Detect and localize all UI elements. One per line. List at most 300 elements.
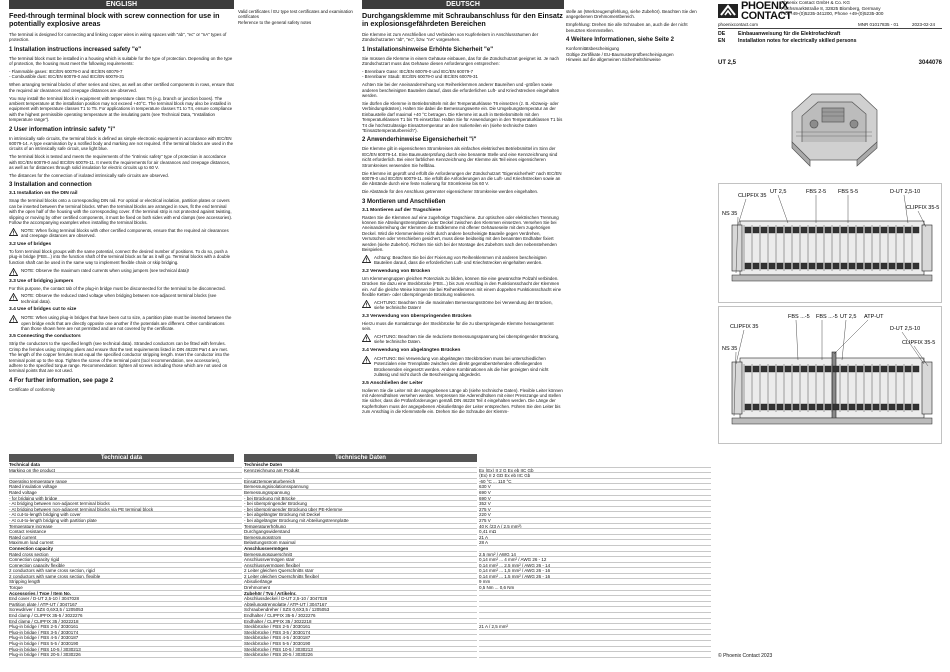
tech-en-row: End clamp / CLIPFIX 35 / 3022218: [9, 619, 242, 625]
terminal-screw-bottom: [817, 263, 823, 269]
terminal-screw-top: [785, 366, 791, 372]
terminal-screw-bottom: [745, 263, 751, 269]
tech-value-row: -60 °C ... 110 °C: [479, 479, 711, 485]
german-column: [362, 0, 564, 417]
technical-data-header-de: Technische Daten: [244, 454, 477, 462]
tech-en-row: - At cut-to-length bridging with cover: [9, 512, 242, 518]
achtung-3-1: [362, 255, 564, 266]
warning-icon: [362, 356, 371, 364]
tech-value-row: 40 K (23 A / 2,5 mm²): [479, 524, 711, 530]
logo-text: PHOENIX CONTACT: [741, 0, 792, 22]
terminal-screw-bottom: [761, 263, 767, 269]
terminal-screw-bottom: [881, 263, 887, 269]
english-certificates-text: Valid certificates / EU type test certificates and examination certificates: [238, 9, 353, 20]
tech-value-row: 2,5 mm² / AWG 14: [479, 552, 711, 558]
tech-en-row: Plug-in bridge / FBS 3-5 / 3030174: [9, 630, 242, 636]
de-code: DE: [718, 31, 726, 37]
tech-de-row: Drehmoment: [244, 585, 477, 591]
section-3-3-heading: 3.3 Use of bridging jumpers: [9, 278, 74, 284]
tech-value-row: 630 V: [479, 484, 711, 490]
de-title-row: [718, 31, 840, 37]
terminal-screw-bottom: [785, 263, 791, 269]
terminal-screw-top: [889, 227, 895, 233]
label-ut-2-5: UT 2,5: [840, 314, 857, 320]
section-2-text-1: In intrinsically safe circuits, the terminal block is defined as simple electronic equipment in accordance with IEC/EN 60079-14. A type examination by a notified body and marking are not required. If the terminal blocks are used in the circuits of an intrinsically safe circuit, use light blue.: [9, 135, 234, 152]
technical-data-en-column: [9, 462, 242, 658]
tech-de-row: Abisolierlänge: [244, 579, 477, 585]
note-3-3: [9, 293, 234, 304]
german-title: Durchgangsklemme mit Schraubanschluss für den Einsatz in explosionsgefährdeten Bereichen: [362, 11, 563, 29]
right-panel: [718, 0, 942, 352]
abschnitt-1-temperatur: Sie dürfen die Klemme in Betriebsmitteln mit der Temperaturklasse T6 einsetzen (z. B. Abzweig- oder Verbindungskästen). Halten Sie dabei die Bemessungswerte ein. Die Umgebungstemperatur an der Einbaustelle darf maximal +40 °C betragen. Die Klemme ist auch in Betriebsmitteln mit den Temperaturklassen T1 bis T5 einsetzbar. Halten Sie für Anwendungen in den Temperaturklassen T1 bis T4 die höchstzulässige Einsatztemperatur an den Isolierteilen ein (siehe technische Daten "Einsatztemperaturbereich").: [362, 100, 563, 133]
terminal-screw-top: [825, 227, 831, 233]
terminal-screw-top: [857, 227, 863, 233]
tech-value-row: 9 mm: [479, 579, 711, 585]
warning-icon: [9, 293, 18, 301]
tech-value-row: ⟨Ex⟩ II 2 GD Ex eb IIC Gb: [479, 473, 711, 479]
section-3-1-heading: 3.1 Installation on the DIN rail: [9, 191, 78, 197]
abschnitt-3-2-text: Um Klemmengruppen gleichen Potenzials zu bilden, können Sie eine gewünschte Polzahl verbinden. Drücken Sie dazu eine Steckbrücke (FBS...) bis zum Anschlag in den Funktionsschacht der Klemmen ein. Auf die gleiche Weise können Sie bei Reihenklemmen mit einem doppelten Funktionsschacht eine flexible Ketten- oder überspringende Brückung realisieren.: [362, 275, 562, 298]
section-2-text-2: The terminal block is tested and meets the requirements of the "intrinsic safety" type of protection in accordance with IEC/EN 60079-0 and IEC/EN 60079-11. It meets the requirements for air clearances and creepage distances, as well as for distances through solid insulation for electric circuits up to 60 V.: [9, 154, 231, 171]
german-conformity-text: Konformitätsbescheinigung: [566, 46, 619, 52]
tech-en-row: Marking on the product: [9, 468, 242, 474]
tech-de-row: Schraubendreher / SZS 0,6X3,5 / 1205053: [244, 607, 477, 613]
tech-en-row: Temperature increase: [9, 524, 242, 530]
abschnitt-1-reihung: Achten Sie bei der Aneinanderreihung von Reihenklemmen anderer Baureihen und -größen sowie anderen bescheinigten Bauteilen darauf, dass die erforderlichen Luft- und Kriechstrecken eingehalten werden.: [362, 82, 560, 99]
english-column: [9, 0, 234, 395]
section-3-1-text: Snap the terminal blocks onto a corresponding DIN rail. For optical or electrical isolation, partition plates or covers can be inserted between the terminal blocks. When the terminal blocks are arranged in rows, fit the end terminal with the open half of the housing with the corresponding cover. If the terminal strip is not protected against twisting, slipping or moving by other certified components, it must be fixed on both sides with end clamps (see accessories). Follow the accompanying examples when installing the terminal blocks.: [9, 198, 233, 226]
terminal-screw-bottom: [825, 404, 831, 410]
abschnitt-3-1-text: Rasten Sie die Klemmen auf eine zugehörige Tragschiene. Zur optischen oder elektrischen Trennung können Sie Abteilungstrennplatten oder Deckel zwischen den Klemmen einsetzen. Versehen Sie bei Aneinanderreihung der Klemmen die Endklemme mit offener Gehäuseseite mit dem zugehörigen Deckel. Wird die Klemmenleiste nicht durch andere bescheinigte Bauteile gegen Verdrehen, Verrutschen oder Verschieben gesichert, muss diese beidseitig mit den benannten Endhalter fixiert werden (siehe Zubehör). Richten Sie sich bei der Montage des Zubehörs nach den nebenstehenden Beispielen.: [362, 214, 559, 253]
website: phoenixcontact.com: [718, 22, 759, 27]
label-atp-ut: ATP-UT: [864, 314, 884, 320]
section-3-3-text: For this purpose, the contact tab of the plug-in bridge must be disconnected for the terminal to be disconnected.: [9, 285, 226, 291]
note-3-4-text: NOTE: When using plug-in bridges that have been cut to size, a partition plate must be inserted between the open bridge ends that are directly opposite one another if the potentials are different. Other combinations than those shown here are not permitted and are not covered by the certificate.: [21, 315, 232, 332]
technical-data-header-en: Technical data: [9, 454, 234, 462]
tech-en-row: End cover / D-UT 2,5-10 / 3047028: [9, 596, 242, 602]
mounting-diagram-1: [718, 183, 942, 303]
language-header-german: DEUTSCH: [362, 0, 564, 9]
tech-en-row: Rated current: [9, 535, 242, 541]
abschnitt-2-text-3: Die Abstände für den Anschluss getrennter eigensicherer Stromkreise werden eingehalten.: [362, 189, 539, 195]
terminal-screw-bottom: [865, 404, 871, 410]
tech-de-row: Abteilungstrennplatte / ATP-UT / 3047167: [244, 602, 477, 608]
section-3-4-heading: 3.4 Use of bridges cut to size: [9, 307, 77, 313]
tech-de-row: Bemessungsquerschnitt: [244, 552, 477, 558]
logo-mark-icon: [718, 4, 738, 18]
terminal-screw-bottom: [785, 404, 791, 410]
tech-en-row: Rated cross section: [9, 552, 242, 558]
abschnitt-1-text: Sie müssen die Klemme in einem Gehäuse einbauen, das für die Zündschutzart geeignet ist. Je nach Zündschutzart muss das Gehäuse diesen Anforderungen entsprechen:: [362, 55, 559, 67]
terminal-screw-top: [753, 366, 759, 372]
tech-value-row: 0,14 mm² ... 1,5 mm² / AWG 26 - 16: [479, 568, 711, 574]
german-torque-text: stelle an (Werkzeugempfehlung, siehe Zubehör). Beachten Sie den angegebenen Drehmomentbereich.: [566, 9, 697, 20]
doc-number: MNR 01017835 - 01: [858, 22, 899, 27]
tech-en-row: Stripping length: [9, 579, 242, 585]
terminal-screw-top: [873, 227, 879, 233]
tech-de-row: - bei überspringender Brückung über PE-Klemme: [244, 507, 477, 513]
tech-en-row: End clamp / CLIPFIX 35-5 / 3022276: [9, 613, 242, 619]
terminal-screw-top: [857, 366, 863, 372]
tech-value-row: 28 A: [479, 540, 711, 546]
german-certificates-text: Gültige Zertifikate / EU-Baumusterprüfbescheinigungen: [566, 51, 674, 57]
terminal-screw-bottom: [833, 263, 839, 269]
label-clipfix-35: CLIPFIX 35: [730, 324, 759, 330]
achtung-3-2-text: ACHTUNG: Beachten Sie die maximalen Bemessungsströme bei Verwendung der Brücken, siehe technische Daten!: [374, 299, 553, 311]
english-safety-notes-text: Reference to the general safety notes: [238, 19, 312, 25]
terminal-screw-top: [769, 366, 775, 372]
warning-icon: [9, 315, 18, 323]
section-3-heading: 3 Installation and connection: [9, 182, 92, 189]
tech-de-row: Endhalter / CLIPFIX 35-5 / 3022276: [244, 613, 477, 619]
section-3-2-text: To form terminal block groups with the same potential, connect the desired number of positions. To do so, push a plug-in bridge (FBS...) into the function shaft of the terminal block as far as it will go. Terminal blocks with a double function shaft can be used in the same way to implement flexible chain or skip bridging.: [9, 248, 231, 265]
terminal-screw-top: [897, 227, 903, 233]
tech-en-row: Plug-in bridge / FBS 4-5 / 3030187: [9, 635, 242, 641]
terminal-screw-bottom: [865, 263, 871, 269]
section-1-gases: - Flammable gases: IEC/EN 60079-0 and IEC/EN 60079-7: [9, 68, 123, 74]
abschnitt-4-heading: 4 Weitere Informationen, siehe Seite 2: [566, 37, 674, 44]
terminal-screw-top: [745, 366, 751, 372]
technical-data-de-column: [244, 462, 477, 658]
terminal-screw-top: [809, 366, 815, 372]
label-fbs-2-5: FBS 2-5: [806, 189, 827, 195]
terminal-screw-bottom: [913, 404, 919, 410]
section-1-arrangement: When arranging terminal blocks of other series and sizes, as well as other certified components in rows, ensure that the required air clearances and creepage distances are observed.: [9, 82, 234, 93]
terminal-screw-top: [865, 366, 871, 372]
section-1-text: The terminal block must be installed in a housing which is suitable for the type of protection. Depending on the type of protection, the housing must meet the following requirements:: [9, 55, 233, 67]
tech-en-row: Rated voltage: [9, 490, 242, 496]
terminal-screw-top: [793, 366, 799, 372]
tech-de-row: 2 Leiter gleichen Querschnitts flexibel: [244, 574, 477, 580]
tech-de-row: Steckbrücke / FBS 5-5 / 3030190: [244, 641, 477, 647]
tech-de-row: Anschlussvermögen starr: [244, 557, 477, 563]
terminal-screw-top: [825, 366, 831, 372]
tech-de-row: - bei Brückung mit Brücke: [244, 496, 477, 502]
terminal-screw-bottom: [857, 404, 863, 410]
german-column-2: [566, 9, 706, 65]
tech-en-row: 2 conductors with same cross section, flexible: [9, 574, 242, 580]
tech-de-row: Bemessungsisolationsspannung: [244, 484, 477, 490]
tech-en-row: Screwdriver / SZS 0,6X3,5 / 1205053: [9, 607, 242, 613]
company-address: [781, 0, 883, 17]
address-line-3: Fax +49-(0)5235-341200, Phone +49-(0)5235-300: [781, 11, 884, 17]
section-1-temperature: You may install the terminal block in equipment with temperature class T6 (e.g. branch or junction boxes). The ambient temperature at the installation position may not exceed +40°C. The terminal block may also be installed in equipment with temperature classes T1 to T5. For applications in temperature classes T1 to T4, ensure compliance with the highest permissible operating temperature at the insulating parts (see Technical Data, "Installation temperature range").: [9, 95, 233, 123]
tech-de-row: - bei überspringender Brückung: [244, 501, 477, 507]
tech-value-row: 690 V: [479, 496, 711, 502]
tech-de-row: Anschlussvermögen: [244, 546, 477, 552]
tech-value-row: 0,14 mm² ... 4 mm² / AWG 26 - 12: [479, 557, 711, 563]
terminal-screw-top: [849, 227, 855, 233]
terminal-screw-bottom: [889, 263, 895, 269]
label-ut-2-5: UT 2,5: [770, 189, 787, 195]
address-line-2: Flachsmarktstraße 8, 32825 Blomberg, Germany: [781, 5, 881, 11]
achtung-3-1-text: Achtung: Beachten Sie bei der Fixierung von Reihenklemmen mit anderen bescheinigten Bauteilen darauf, dass die erforderlichen Luft- und Kriechstrecken eingehalten werden.: [374, 255, 547, 266]
en-code: EN: [718, 38, 726, 44]
warning-icon: [362, 334, 371, 342]
section-3-5-heading: 3.5 Connecting the conductors: [9, 334, 81, 340]
terminal-screw-bottom: [793, 263, 799, 269]
copyright: © Phoenix Contact 2023: [718, 653, 773, 659]
doc-date: 2023-02-24: [912, 22, 936, 27]
terminal-screw-top: [897, 366, 903, 372]
terminal-screw-bottom: [897, 404, 903, 410]
achtung-3-3: [362, 334, 564, 345]
terminal-screw-top: [865, 227, 871, 233]
section-2-text-3: The distances for the connection of isolated intrinsically safe circuits are observed.: [9, 173, 169, 179]
label-ns-35: NS 35: [722, 346, 738, 352]
terminal-screw-top: [817, 366, 823, 372]
terminal-screw-top: [817, 227, 823, 233]
english-title: Feed-through terminal block with screw connection for use in potentially explosive areas: [9, 11, 220, 29]
terminal-screw-bottom: [849, 404, 855, 410]
note-3-2: [9, 268, 234, 276]
tech-de-row: Anschlussvermögen flexibel: [244, 563, 477, 569]
note-3-4: [9, 315, 234, 331]
achtung-3-4-text: ACHTUNG: Bei Verwendung von abgelängten Steckbrücken muss bei unterschiedlichen Potenzialen eine Trennplatte zwischen den direkt gegenüberstehenden offenliegenden Brückenenden eingesetzt werden. Andere Kombinationen als die hier gezeigten sind nicht zulässig und nicht durch die Bescheinigung abgedeckt.: [374, 355, 549, 378]
terminal-screw-bottom: [857, 263, 863, 269]
terminal-screw-bottom: [745, 404, 751, 410]
terminal-screw-top: [769, 227, 775, 233]
section-2-heading: 2 User information intrinsic safety "i": [9, 126, 116, 133]
section-4-text: Certificate of conformity: [9, 386, 56, 392]
tech-en-row: - At cut-to-length bridging with partition plate: [9, 518, 242, 524]
tech-value-row: 275 V: [479, 518, 711, 524]
note-3-2-text: NOTE: Observe the maximum rated currents when using jumpers (see technical data)!: [21, 267, 190, 273]
abschnitt-1-staub: - Brennbarer Staub: IEC/EN 60079-0 und IEC/EN 60079-31: [362, 74, 478, 80]
terminal-screw-bottom: [769, 263, 775, 269]
terminal-screw-bottom: [889, 404, 895, 410]
warning-icon: [362, 300, 371, 308]
tech-en-row: Contact resistance: [9, 529, 242, 535]
terminal-screw-top: [801, 366, 807, 372]
tech-en-row: Operating temperature range: [9, 479, 242, 485]
tech-en-row: Technical data: [9, 462, 242, 468]
tech-de-row: - bei abgelängter Brückung mit Abteilungstrennplatte: [244, 518, 477, 524]
tech-value-row: 352 V: [479, 501, 711, 507]
tech-de-row: Durchgangswiderstand: [244, 529, 477, 535]
abschnitt-2-text-1: Die Klemme gilt in eigensicheren Stromkreisen als einfaches elektrisches Betriebsmittel im Sinn der IEC/EN 60079-14. Eine Baumusterprüfung durch eine benannte Stelle und eine Kennzeichnung sind nicht erforderlich. Bei einer farblichen Kennzeichnung der Klemme als Teil eines eigensicheren Stromkreises verwenden Sie hellblau.: [362, 146, 558, 168]
tech-en-row: Maximum load current: [9, 540, 242, 546]
note-3-1-text: NOTE: When fixing terminal blocks with other certified components, ensure that the required air clearances and creepage distances are observed.: [21, 227, 229, 239]
product-name: UT 2,5: [718, 60, 737, 66]
terminal-screw-top: [841, 227, 847, 233]
german-intro: Die Klemme ist zum Anschließen und Verbinden von Kupferleitern in Anschlussräumen der Zündschutzarten "ab", "ec", bzw. "nA" vorgesehen.: [362, 31, 539, 43]
achtung-3-3-text: ACHTUNG: Beachten Sie die reduzierte Bemessungsspannung bei überspringender Brückung, siehe technische Daten.: [374, 334, 560, 345]
tech-value-row: 0,14 mm² ... 2,5 mm² / AWG 26 - 14: [479, 563, 711, 569]
label-clipfix-35-5: CLIPFIX 35-5: [906, 205, 940, 211]
technical-data-values-column: [479, 462, 711, 658]
terminal-screw-bottom: [753, 263, 759, 269]
tech-de-row: Bemessungsspannung: [244, 490, 477, 496]
tech-value-row: 220 V: [479, 512, 711, 518]
abschnitt-3-4-heading: 3.4 Verwendung von abgelängten Brücken: [362, 347, 461, 353]
terminal-screw-bottom: [873, 404, 879, 410]
tech-de-row: Steckbrücke / FBS 4-5 / 3030187: [244, 635, 477, 641]
terminal-screw-top: [777, 366, 783, 372]
german-safety-notes-text: Hinweis auf die allgemeinen Sicherheitshinweise: [566, 56, 661, 62]
tech-de-row: 2 Leiter gleichen Querschnitts starr: [244, 568, 477, 574]
language-header-english: ENGLISH: [9, 0, 234, 9]
abschnitt-1-heading: 1 Installationshinweise Erhöhte Sicherheit "e": [362, 46, 494, 53]
terminal-screw-bottom: [905, 263, 911, 269]
achtung-3-4: [362, 356, 564, 378]
terminal-screw-top: [777, 227, 783, 233]
terminal-screw-bottom: [761, 404, 767, 410]
warning-icon: [9, 268, 18, 276]
terminal-screw-top: [745, 227, 751, 233]
label-fbs-5-left: FBS ...-5: [788, 314, 810, 320]
tech-de-row: Steckbrücke / FBS 2-5 / 3030161: [244, 624, 477, 630]
note-3-3-text: NOTE: Observe the reduced rated voltage when bridging between non-adjacent terminal blocks (see technical data).: [21, 293, 217, 304]
tech-en-row: Connection capacity rigid: [9, 557, 242, 563]
terminal-screw-top: [889, 366, 895, 372]
label-fbs-5-right: FBS ...-5: [816, 314, 838, 320]
warning-icon: [9, 228, 18, 236]
terminal-screw-bottom: [841, 263, 847, 269]
tech-de-row: Endhalter / CLIPFIX 35 / 3022218: [244, 619, 477, 625]
tech-en-row: Torque: [9, 585, 242, 591]
section-3-2-heading: 3.2 Use of bridges: [9, 241, 52, 247]
tech-de-row: Steckbrücke / FBS 3-5 / 3030174: [244, 630, 477, 636]
tech-en-row: 2 conductors with same cross section, rigid: [9, 568, 242, 574]
en-title-row: [718, 38, 857, 44]
terminal-screw-bottom: [777, 263, 783, 269]
terminal-screw-top: [801, 227, 807, 233]
terminal-screw-bottom: [777, 404, 783, 410]
terminal-screw-top: [753, 227, 759, 233]
abschnitt-3-3-text: Hierzu muss die Kontaktzunge der Steckbrücke für die zu überspringende Klemme herausgetrennt sein.: [362, 320, 554, 332]
terminal-screw-top: [905, 227, 911, 233]
terminal-screw-top: [841, 366, 847, 372]
tech-de-row: Steckbrücke / FBS 20-5 / 3030226: [244, 652, 477, 658]
terminal-block-product-image: [782, 72, 886, 170]
tech-de-row: Abschlussdeckel / D-UT 2,5-10 / 3047028: [244, 596, 477, 602]
abschnitt-2-heading: 2 Anwenderhinweise Eigensicherheit "i": [362, 137, 477, 144]
terminal-screw-top: [849, 366, 855, 372]
terminal-screw-bottom: [825, 263, 831, 269]
section-3-5-text: Strip the conductors to the specified length (see technical data). Stranded conductors can be fitted with ferrules. Crimp the ferrules using crimping pliers and ensure that the test requirements listed in DIN 46228 Part 4 are met. The length of the copper ferrules must equal the specified conductor stripping length. Insert the conductor into the terminal point up to the stop. Tighten the screw of the terminal point (tool recommendation, see accessories), adhere to the specified torque range. Recommendation: tighten all screws including those which are not used on terminal points that are not used.: [9, 341, 230, 374]
abschnitt-3-5-heading: 3.5 Anschließen der Leiter: [362, 380, 423, 386]
tech-de-row: Einsatztemperaturbereich: [244, 479, 477, 485]
divider: [718, 28, 942, 29]
terminal-screw-bottom: [841, 404, 847, 410]
tech-en-row: Partition plate / ATP-UT / 3047167: [9, 602, 242, 608]
terminal-screw-top: [905, 366, 911, 372]
terminal-screw-top: [809, 227, 815, 233]
tech-en-row: - At bridging between non-adjacent terminal blocks via PE terminal block: [9, 507, 242, 513]
en-title: Installation notes for electrically skilled persons: [738, 38, 857, 44]
terminal-screw-top: [913, 227, 919, 233]
terminal-screw-bottom: [897, 263, 903, 269]
tech-de-row: Technische Daten: [244, 462, 477, 468]
tech-de-row: Zubehör / Typ / Artikelnr.: [244, 591, 477, 597]
tech-de-row: Bemessungsstrom: [244, 535, 477, 541]
abschnitt-1-gase: - Brennbare Gase: IEC/EN 60079-0 und IEC/EN 60079-7: [362, 68, 474, 74]
terminal-screw-bottom: [801, 263, 807, 269]
tech-value-row: 21 A: [479, 535, 711, 541]
terminal-screw-bottom: [753, 404, 759, 410]
abschnitt-3-3-heading: 3.3 Verwendung von überspringenden Brücken: [362, 313, 472, 319]
terminal-screw-bottom: [809, 263, 815, 269]
german-recommendation-text: Empfehlung: Drehen Sie alle Schrauben an, auch die der nicht benutzten Klemmstellen.: [566, 22, 688, 33]
tech-de-row: Temperaturerhöhung: [244, 524, 477, 530]
tech-en-row: - At bridging between non-adjacent terminal blocks: [9, 501, 242, 507]
tech-en-row: Connection capacity: [9, 546, 242, 552]
terminal-screw-top: [873, 366, 879, 372]
terminal-screw-bottom: [809, 404, 815, 410]
label-d-ut-2-5-10: D-UT 2,5-10: [890, 326, 921, 332]
label-clipfix-35-5: CLIPFIX 35-5: [902, 340, 936, 346]
terminal-screw-bottom: [881, 404, 887, 410]
english-column-2: [238, 9, 356, 28]
tech-en-row: Rated insulation voltage: [9, 484, 242, 490]
tech-value-row: 21 A / 2,5 mm²: [479, 624, 711, 630]
terminal-screw-bottom: [801, 404, 807, 410]
tech-en-row: Connection capacity flexible: [9, 563, 242, 569]
terminal-screw-top: [761, 366, 767, 372]
english-intro: The terminal is designed for connecting and linking copper wires in wiring spaces with "ab", "ec" or "nA" types of protection.: [9, 31, 227, 43]
tech-value-row: [479, 652, 711, 658]
tech-de-row: Steckbrücke / FBS 10-5 / 3030213: [244, 647, 477, 653]
mounting-diagram-2: [718, 306, 942, 444]
tech-value-row: 690 V: [479, 490, 711, 496]
terminal-screw-top: [833, 227, 839, 233]
terminal-screw-top: [793, 227, 799, 233]
note-3-1: [9, 228, 234, 239]
tech-en-row: - for bridging with bridge: [9, 496, 242, 502]
label-d-ut-2-5-10: D-UT 2,5-10: [890, 189, 921, 195]
tech-de-row: Kennzeichnung am Produkt: [244, 468, 477, 474]
terminal-screw-bottom: [905, 404, 911, 410]
terminal-screw-bottom: [873, 263, 879, 269]
terminal-screw-top: [833, 366, 839, 372]
abschnitt-3-2-heading: 3.2 Verwendung von Brücken: [362, 268, 431, 274]
section-1-heading: 1 Installation instructions increased safety "e": [9, 46, 142, 53]
achtung-3-2: [362, 300, 564, 311]
tech-de-row: - bei abgelängter Brückung mit Deckel: [244, 512, 477, 518]
tech-value-row: 0,41 mΩ: [479, 529, 711, 535]
section-1-dust: - Combustible dust: IEC/EN 60079-0 and IEC/EN 60079-31: [9, 74, 125, 80]
terminal-screw-bottom: [833, 404, 839, 410]
abschnitt-3-5-text: Isolieren Sie die Leiter mit der angegebenen Länge ab (siehe technische Daten). Flexible Leiter können mit Aderendhülsen versehen werden. Verpressen Sie Aderendhülsen mit einer Presszange und stellen Sie sicher, dass die Prüfanforderungen gemäß DIN 46228 Teil 4 eingehalten werden. Die Länge der Kupferhülsen muss der angegebenen Abisolierlänge der Leiter entsprechen. Führen Sie den Leiter bis zum Anschlag in die Klemmstelle ein. Drehen Sie die Schraube der Klemm-: [362, 387, 563, 415]
terminal-screw-bottom: [913, 263, 919, 269]
terminal-screw-top: [881, 227, 887, 233]
terminal-screw-top: [785, 227, 791, 233]
terminal-screw-top: [761, 227, 767, 233]
order-number: 3044076: [918, 60, 942, 66]
tech-de-row: Belastungsstrom maximal: [244, 540, 477, 546]
abschnitt-3-1-heading: 3.1 Montieren auf der Tragschiene: [362, 207, 442, 213]
abschnitt-3-heading: 3 Montieren und Anschließen: [362, 198, 446, 205]
tech-value-row: 275 V: [479, 507, 711, 513]
terminal-screw-bottom: [817, 404, 823, 410]
tech-en-row: Plug-in bridge / FBS 10-5 / 3030213: [9, 647, 242, 653]
abschnitt-2-text-2: Die Klemme ist geprüft und erfüllt die Anforderungen der Zündschutzart "Eigensicherheit" nach IEC/EN 60079-0 und IEC/EN 60079-11. Sie erfüllt die Anforderungen an die Luft- und Kriechstrecken sowie an die Abstände durch eine feste Isolierung für Stromkreise bis 60 V.: [362, 170, 562, 187]
label-clipfix-35: CLIPFIX 35: [738, 193, 767, 199]
tech-en-row: Plug-in bridge / FBS 2-5 / 3030161: [9, 624, 242, 630]
label-fbs-5-5: FBS 5-5: [838, 189, 859, 195]
warning-icon: [362, 255, 371, 263]
tech-en-row: Plug-in bridge / FBS 20-5 / 3030226: [9, 652, 242, 658]
label-ns-35: NS 35: [722, 211, 738, 217]
tech-en-row: Plug-in bridge / FBS 5-5 / 3030190: [9, 641, 242, 647]
de-title: Einbauanweisung für die Elektrofachkraft: [738, 31, 841, 37]
tech-value-row: 0,5 Nm ... 0,6 Nm: [479, 585, 711, 591]
terminal-screw-top: [881, 366, 887, 372]
address-line-1: Phoenix Contact GmbH & Co. KG: [781, 0, 850, 5]
tech-value-row: 0,14 mm² ... 1,5 mm² / AWG 26 - 16: [479, 574, 711, 580]
section-4-heading: 4 For further information, see page 2: [9, 377, 114, 384]
